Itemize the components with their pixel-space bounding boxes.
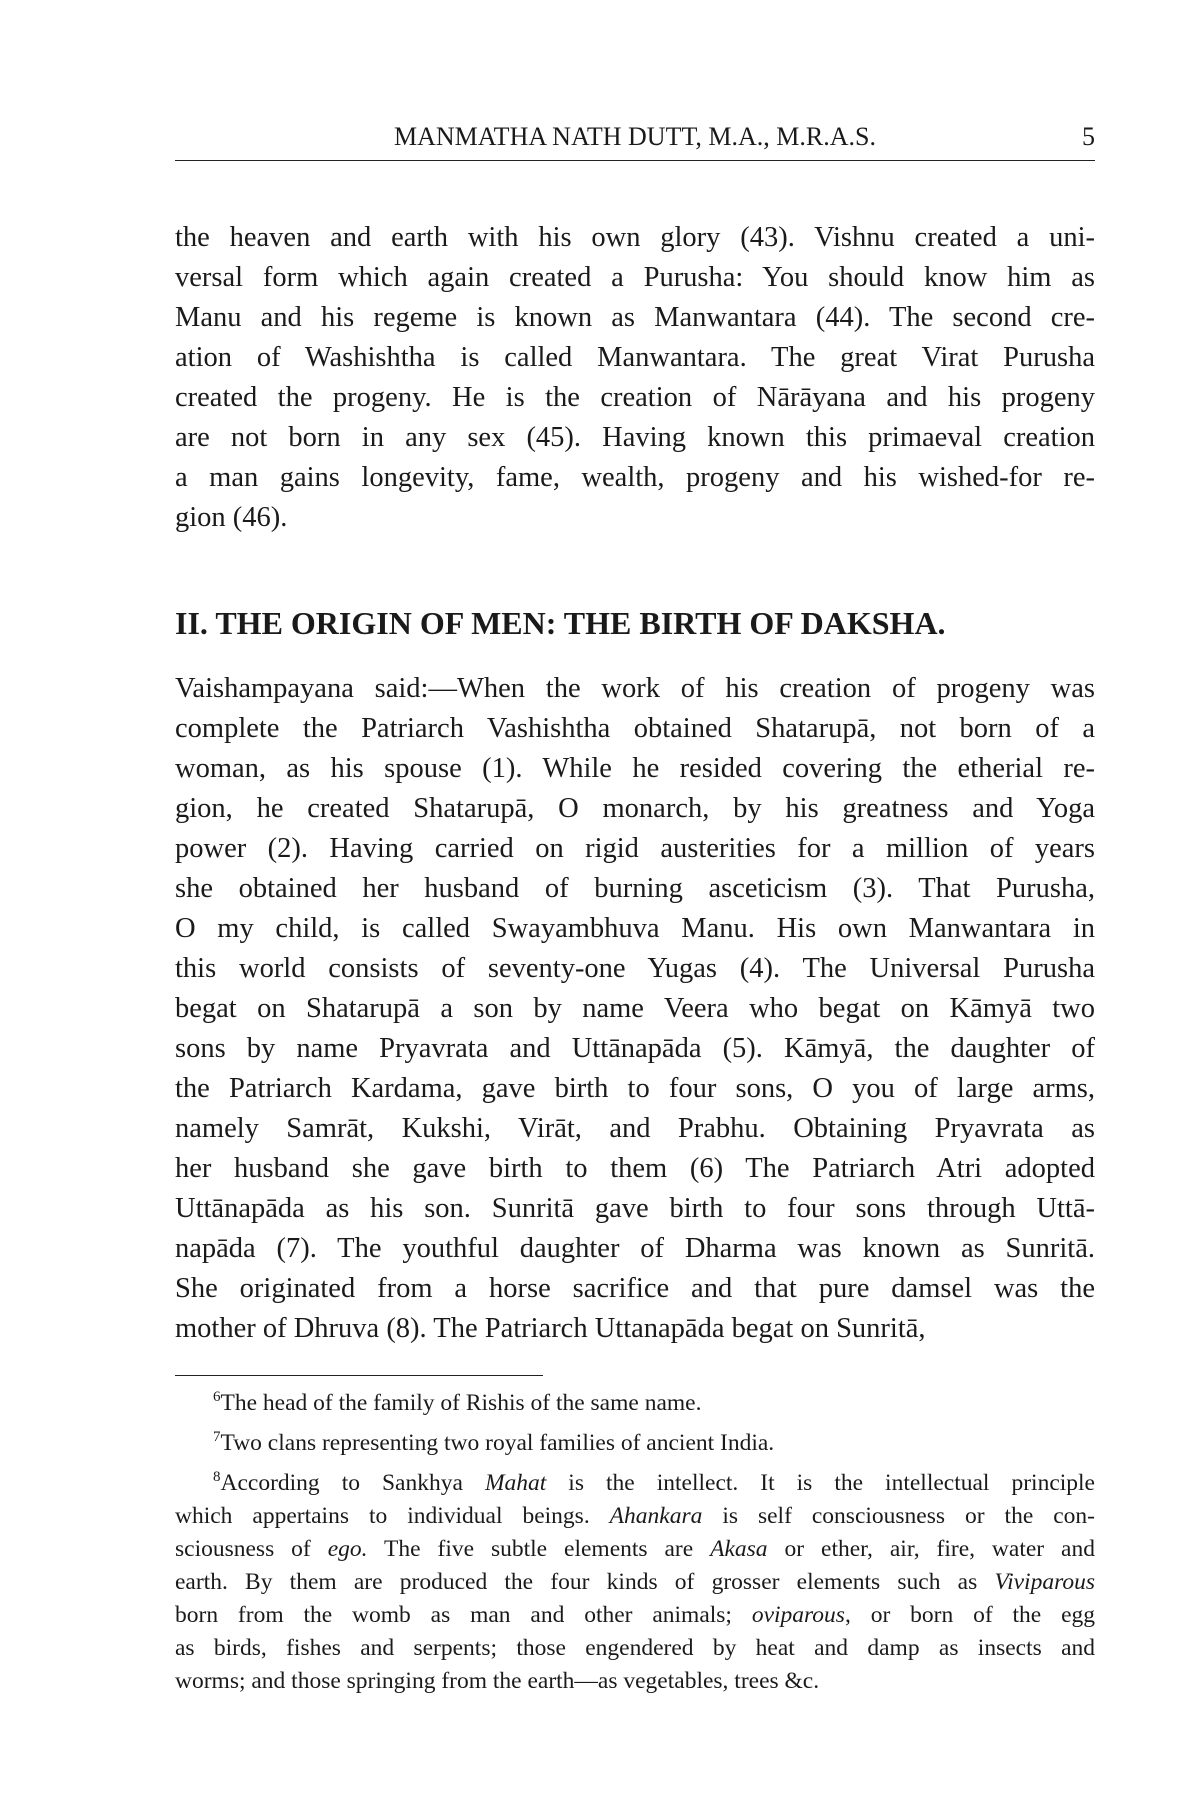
text-line: She originated from a horse sacrifice and that pure damsel was the bbox=[175, 1273, 1095, 1304]
footnote-text: Two clans representing two royal families of ancient India. bbox=[220, 1430, 775, 1456]
text-line: napāda (7). The youthful daughter of Dharma was known as Sunritā. bbox=[175, 1233, 1095, 1264]
running-header bbox=[175, 118, 1095, 158]
footnote-mark: 7 bbox=[213, 1429, 221, 1445]
section-heading: II. THE ORIGIN OF MEN: THE BIRTH OF DAKSHA. bbox=[175, 605, 946, 641]
text-line: namely Samrāt, Kukshi, Virāt, and Prabhu. Obtaining Pryavrata as bbox=[175, 1113, 1095, 1144]
footnote-line bbox=[175, 1427, 1095, 1460]
footnote-6 bbox=[175, 1387, 1095, 1420]
footnote-text: earth. By them are produced the four kinds of grosser elements such as bbox=[175, 1569, 995, 1595]
footnote-line bbox=[175, 1665, 1095, 1698]
text-line: O my child, is called Swayambhuva Manu. His own Manwantara in bbox=[175, 913, 1095, 944]
text-line: Uttānapāda as his son. Sunritā gave birth to four sons through Uttā- bbox=[175, 1193, 1095, 1224]
footnote-text: is the intellect. It is the intellectual principle bbox=[546, 1470, 1095, 1496]
footnote-text: or ether, air, fire, water and bbox=[767, 1536, 1095, 1562]
italic-term: Ahankara bbox=[609, 1503, 703, 1529]
footnote-line bbox=[175, 1500, 1095, 1533]
footnote-text: which appertains to individual beings. bbox=[175, 1503, 610, 1529]
footnote-text: According to Sankhya bbox=[220, 1470, 485, 1496]
footnote-rule bbox=[175, 1375, 543, 1376]
footnote-text: as birds, fishes and serpents; those engendered by heat and damp as insects and bbox=[175, 1635, 1095, 1661]
italic-term: ego. bbox=[327, 1536, 368, 1562]
footnote-line bbox=[175, 1467, 1095, 1500]
text-line: Manu and his regeme is known as Manwantara (44). The second cre- bbox=[175, 302, 1095, 333]
text-line: Vaishampayana said:—When the work of his creation of progeny was bbox=[175, 673, 1095, 704]
text-line: ation of Washishtha is called Manwantara. The great Virat Purusha bbox=[175, 342, 1095, 373]
header-title: MANMATHA NATH DUTT, M.A., M.R.A.S. bbox=[394, 122, 876, 151]
footnote-line bbox=[175, 1566, 1095, 1599]
paragraph-2 bbox=[175, 669, 1095, 1349]
footnote-mark: 8 bbox=[213, 1469, 221, 1485]
text-line: sons by name Pryavrata and Uttānapāda (5). Kāmyā, the daughter of bbox=[175, 1033, 1095, 1064]
footnote-line bbox=[175, 1599, 1095, 1632]
text-line: she obtained her husband of burning asceticism (3). That Purusha, bbox=[175, 873, 1095, 904]
text-line: are not born in any sex (45). Having known this primaeval creation bbox=[175, 422, 1095, 453]
footnote-line bbox=[175, 1387, 1095, 1420]
text-line: mother of Dhruva (8). The Patriarch Uttanapāda begat on Sunritā, bbox=[175, 1313, 926, 1344]
italic-term: Mahat bbox=[484, 1470, 547, 1496]
footnote-text: , or born of the egg bbox=[844, 1602, 1096, 1628]
footnote-text: The five subtle elements are bbox=[367, 1536, 711, 1562]
paragraph-1 bbox=[175, 218, 1095, 538]
footnote-7 bbox=[175, 1427, 1095, 1460]
footnote-line bbox=[175, 1533, 1095, 1566]
text-line: power (2). Having carried on rigid austerities for a million of years bbox=[175, 833, 1095, 864]
footnote-text: is self consciousness or the con- bbox=[702, 1503, 1095, 1529]
text-line: woman, as his spouse (1). While he resided covering the etherial re- bbox=[175, 753, 1095, 784]
text-line: this world consists of seventy-one Yugas (4). The Universal Purusha bbox=[175, 953, 1095, 984]
italic-term: oviparous bbox=[751, 1602, 845, 1628]
text-line: begat on Shatarupā a son by name Veera who begat on Kāmyā two bbox=[175, 993, 1095, 1024]
footnote-text: The head of the family of Rishis of the same name. bbox=[220, 1390, 702, 1416]
footnote-8 bbox=[175, 1467, 1095, 1698]
header-rule bbox=[175, 160, 1095, 161]
italic-term: Akasa bbox=[710, 1536, 768, 1562]
footnote-line bbox=[175, 1632, 1095, 1665]
footnote-text: sciousness of bbox=[175, 1536, 328, 1562]
text-line: complete the Patriarch Vashishtha obtained Shatarupā, not born of a bbox=[175, 713, 1095, 744]
footnote-mark: 6 bbox=[213, 1389, 221, 1405]
text-line: the heaven and earth with his own glory (43). Vishnu created a uni- bbox=[175, 222, 1095, 253]
text-line: versal form which again created a Purusha: You should know him as bbox=[175, 262, 1095, 293]
text-line: gion, he created Shatarupā, O monarch, by his greatness and Yoga bbox=[175, 793, 1095, 824]
page-number: 5 bbox=[1082, 122, 1095, 151]
text-line: gion (46). bbox=[175, 502, 288, 533]
footnote-text: born from the womb as man and other animals; bbox=[175, 1602, 752, 1628]
text-line: her husband she gave birth to them (6) The Patriarch Atri adopted bbox=[175, 1153, 1095, 1184]
footnotes bbox=[175, 1387, 1095, 1698]
footnote-text: worms; and those springing from the earth—as vegetables, trees &c. bbox=[175, 1668, 820, 1694]
text-line: the Patriarch Kardama, gave birth to four sons, O you of large arms, bbox=[175, 1073, 1095, 1104]
text-line: created the progeny. He is the creation of Nārāyana and his progeny bbox=[175, 382, 1095, 413]
text-line: a man gains longevity, fame, wealth, progeny and his wished-for re- bbox=[175, 462, 1095, 493]
italic-term: Viviparous bbox=[994, 1569, 1095, 1595]
